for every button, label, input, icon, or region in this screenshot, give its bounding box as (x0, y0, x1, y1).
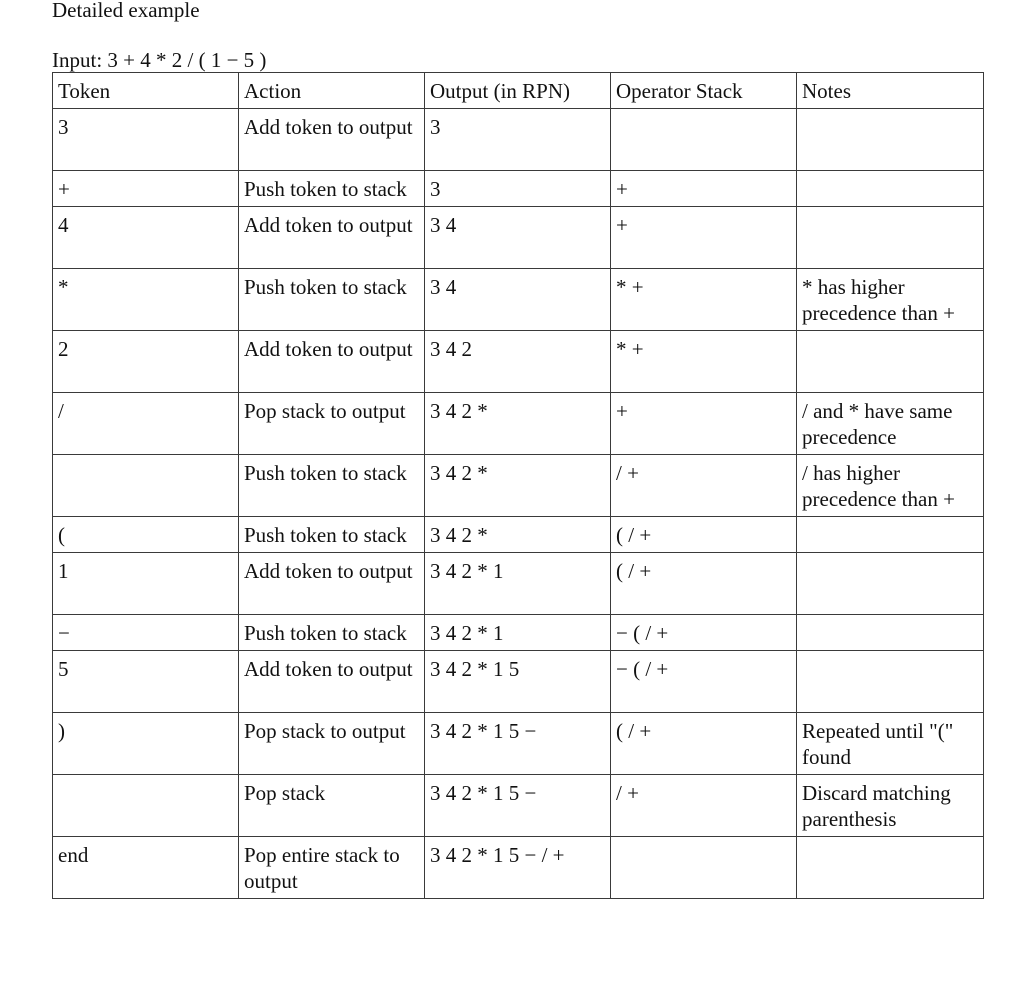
table-row (53, 615, 984, 651)
table-row (53, 651, 984, 713)
output-cell: 3 4 2 * 1 (425, 615, 611, 651)
output-cell: 3 4 2 * 1 (425, 553, 611, 615)
token-cell: * (53, 269, 239, 331)
token-cell: end (53, 837, 239, 899)
output-cell: 3 4 2 * 1 5 − / + (425, 837, 611, 899)
stack-cell (611, 109, 797, 171)
stack-cell: / + (611, 455, 797, 517)
token-cell: 3 (53, 109, 239, 171)
steps-table (52, 72, 984, 899)
table-row (53, 393, 984, 455)
input-expression: Input: 3 + 4 * 2 / ( 1 − 5 ) (52, 48, 267, 72)
action-cell: Add token to output (239, 651, 425, 713)
stack-cell: + (611, 393, 797, 455)
header-notes: Notes (797, 73, 984, 109)
action-cell: Push token to stack (239, 269, 425, 331)
output-cell: 3 (425, 109, 611, 171)
output-cell: 3 4 2 * 1 5 − (425, 775, 611, 837)
stack-cell: − ( / + (611, 651, 797, 713)
stack-cell: ( / + (611, 713, 797, 775)
table-row (53, 455, 984, 517)
notes-cell: * has higher precedence than + (797, 269, 984, 331)
stack-cell: / + (611, 775, 797, 837)
output-cell: 3 4 2 * (425, 455, 611, 517)
notes-cell (797, 171, 984, 207)
table-row (53, 331, 984, 393)
stack-cell: + (611, 171, 797, 207)
action-cell: Pop stack (239, 775, 425, 837)
action-cell: Push token to stack (239, 517, 425, 553)
table-row (53, 171, 984, 207)
stack-cell: * + (611, 331, 797, 393)
stack-cell (611, 837, 797, 899)
output-cell: 3 4 (425, 207, 611, 269)
token-cell: 5 (53, 651, 239, 713)
token-cell: 2 (53, 331, 239, 393)
notes-cell (797, 553, 984, 615)
token-cell: − (53, 615, 239, 651)
table-row (53, 837, 984, 899)
notes-cell (797, 615, 984, 651)
token-cell: + (53, 171, 239, 207)
table-row (53, 109, 984, 171)
notes-cell: Discard matching parenthesis (797, 775, 984, 837)
output-cell: 3 4 2 (425, 331, 611, 393)
notes-cell: Repeated until "(" found (797, 713, 984, 775)
notes-cell (797, 109, 984, 171)
output-cell: 3 4 2 * 1 5 − (425, 713, 611, 775)
action-cell: Pop entire stack to output (239, 837, 425, 899)
output-cell: 3 4 (425, 269, 611, 331)
token-cell: 4 (53, 207, 239, 269)
action-cell: Add token to output (239, 207, 425, 269)
table-row (53, 269, 984, 331)
action-cell: Push token to stack (239, 171, 425, 207)
notes-cell: / has higher precedence than + (797, 455, 984, 517)
token-cell: / (53, 393, 239, 455)
table-row (53, 553, 984, 615)
token-cell: ( (53, 517, 239, 553)
output-cell: 3 4 2 * 1 5 (425, 651, 611, 713)
stack-cell: ( / + (611, 517, 797, 553)
output-cell: 3 (425, 171, 611, 207)
stack-cell: − ( / + (611, 615, 797, 651)
page-heading: Detailed example (52, 0, 200, 22)
table-header-row (53, 73, 984, 109)
header-operator-stack: Operator Stack (611, 73, 797, 109)
token-cell: 1 (53, 553, 239, 615)
token-cell: ) (53, 713, 239, 775)
action-cell: Add token to output (239, 331, 425, 393)
action-cell: Pop stack to output (239, 393, 425, 455)
token-cell (53, 455, 239, 517)
stack-cell: * + (611, 269, 797, 331)
stack-cell: ( / + (611, 553, 797, 615)
table-row (53, 775, 984, 837)
table-row (53, 517, 984, 553)
action-cell: Push token to stack (239, 615, 425, 651)
table-row (53, 713, 984, 775)
action-cell: Push token to stack (239, 455, 425, 517)
token-cell (53, 775, 239, 837)
notes-cell (797, 207, 984, 269)
header-token: Token (53, 73, 239, 109)
notes-cell (797, 651, 984, 713)
action-cell: Pop stack to output (239, 713, 425, 775)
action-cell: Add token to output (239, 553, 425, 615)
notes-cell (797, 517, 984, 553)
output-cell: 3 4 2 * (425, 393, 611, 455)
notes-cell (797, 837, 984, 899)
header-output: Output (in RPN) (425, 73, 611, 109)
notes-cell (797, 331, 984, 393)
stack-cell: + (611, 207, 797, 269)
notes-cell: / and * have same precedence (797, 393, 984, 455)
table-row (53, 207, 984, 269)
header-action: Action (239, 73, 425, 109)
output-cell: 3 4 2 * (425, 517, 611, 553)
action-cell: Add token to output (239, 109, 425, 171)
